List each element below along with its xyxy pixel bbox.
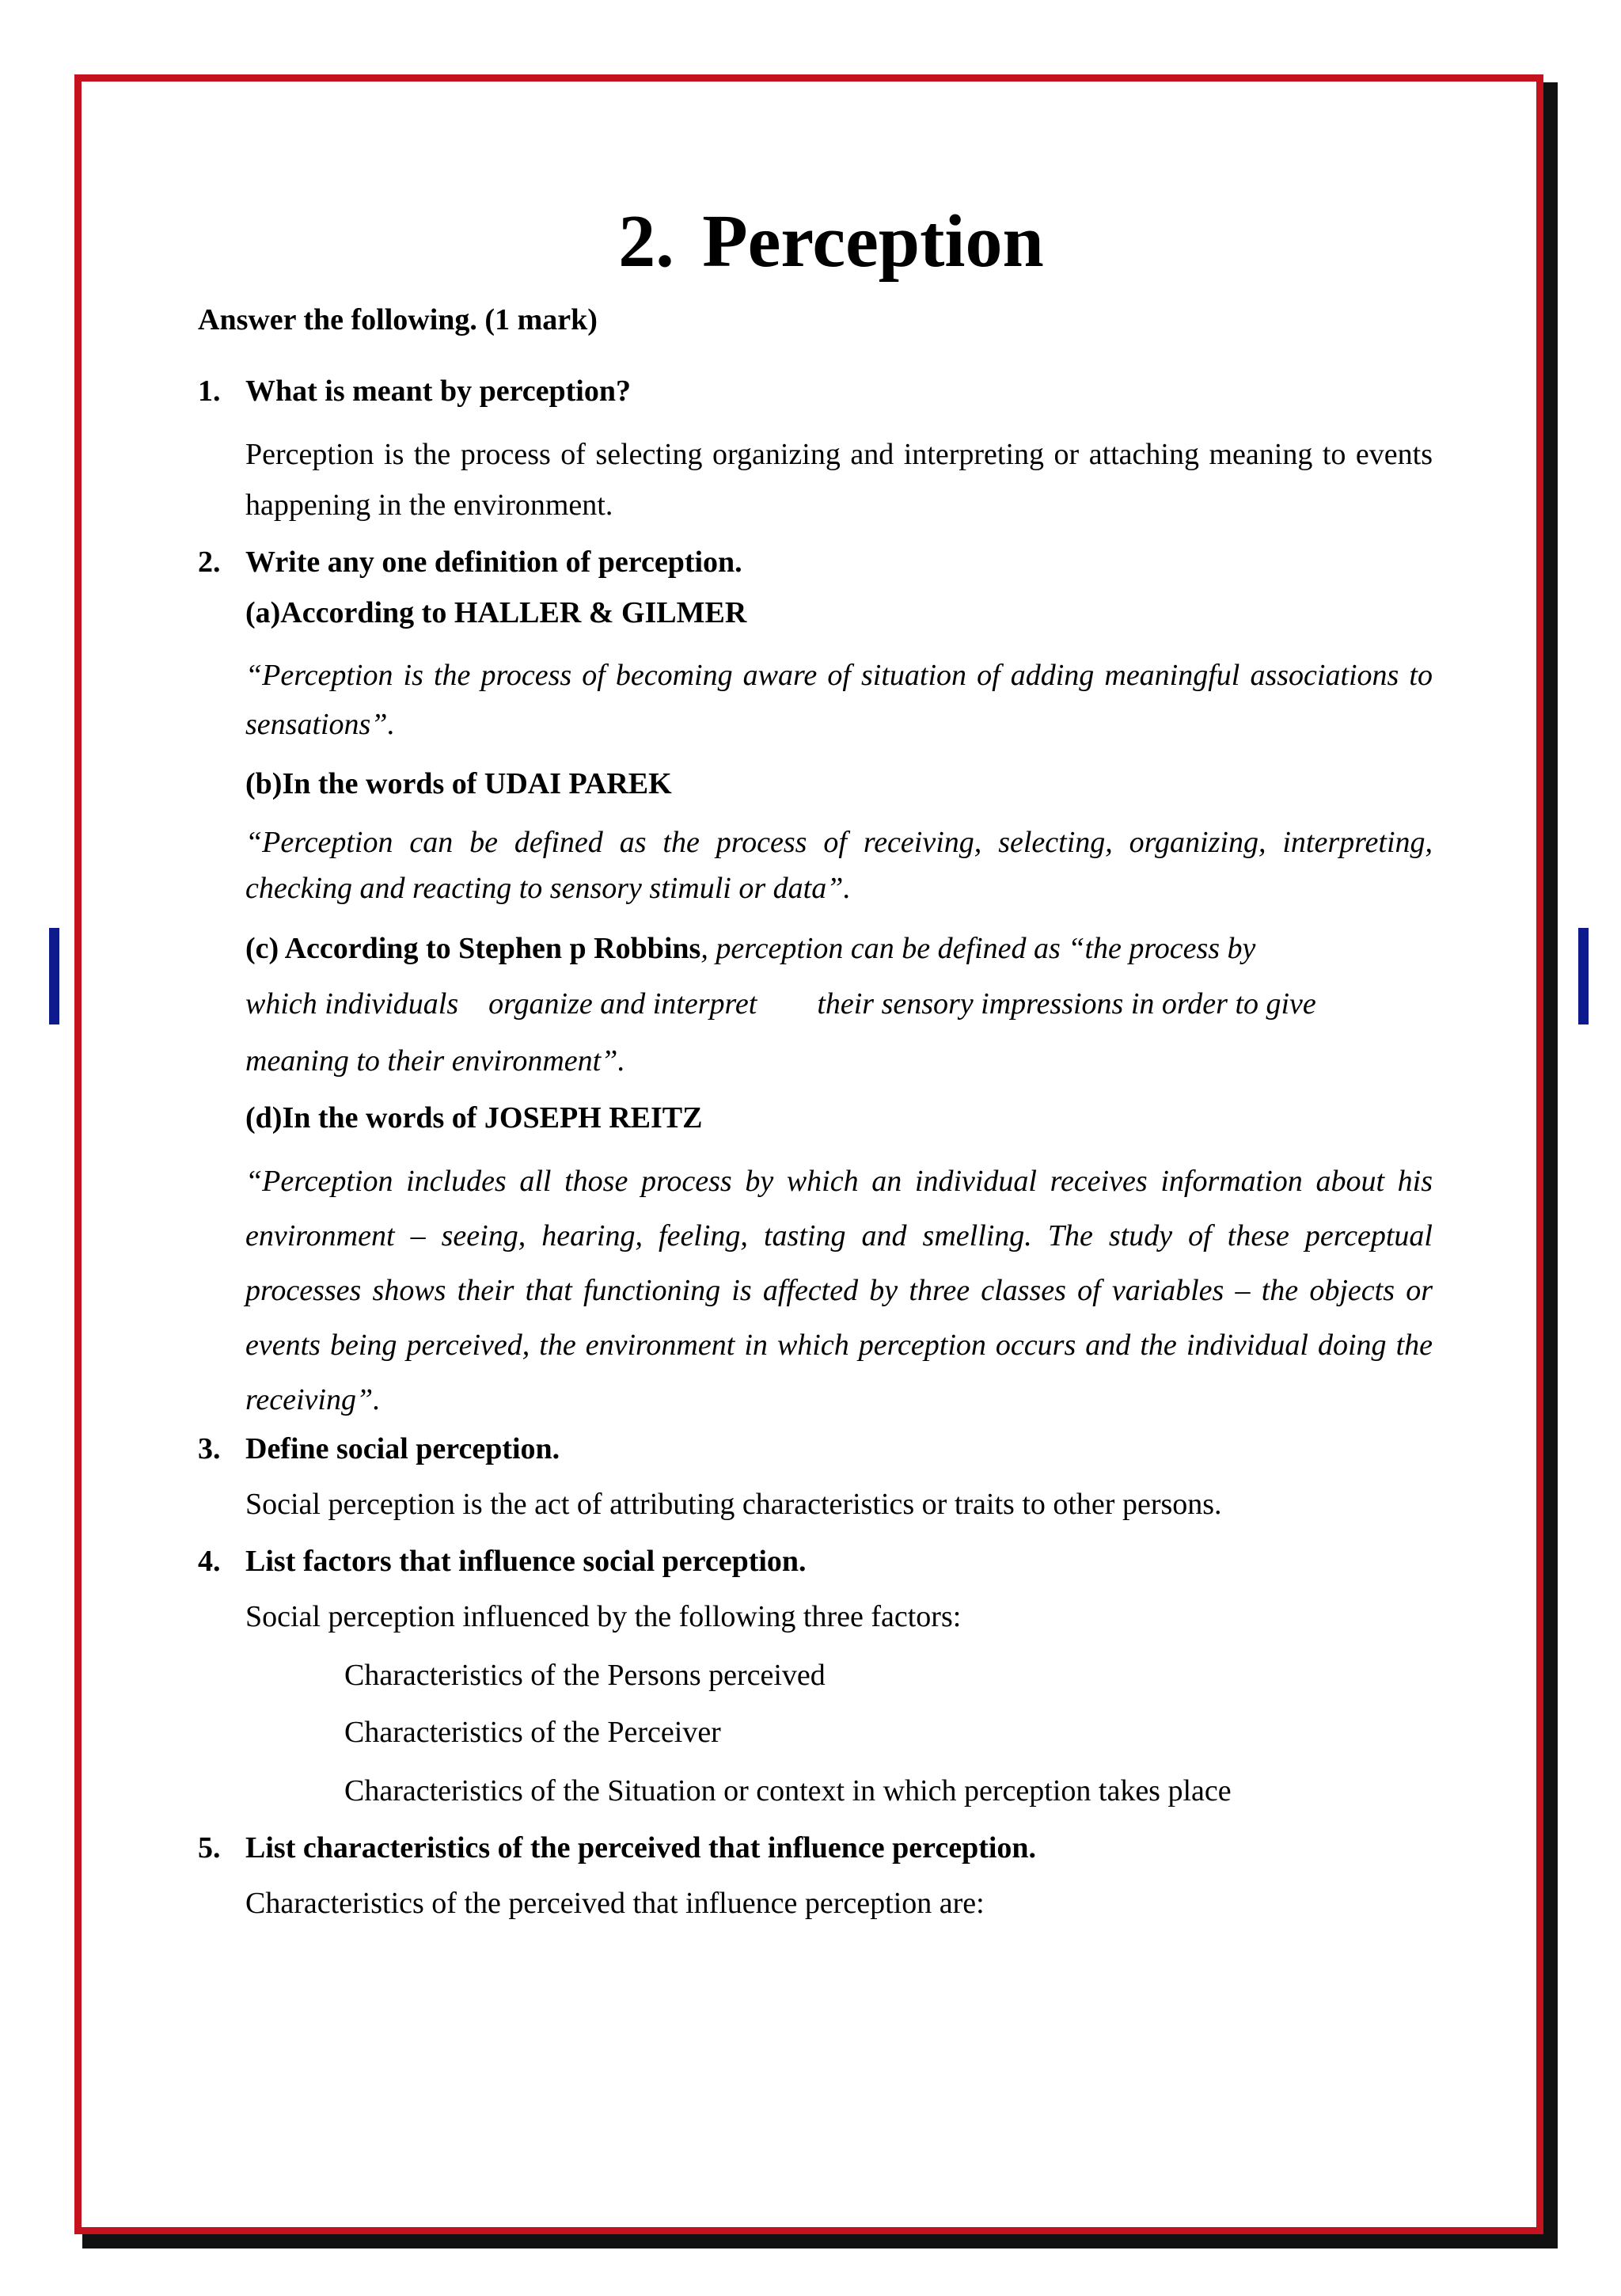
page-title: 2. Perception bbox=[618, 200, 1044, 283]
definition-quote-a: “Perception is the process of becoming aware of situation of adding meaningful associations to sensations”. bbox=[245, 659, 1433, 741]
definition-line-c bbox=[245, 929, 1255, 967]
question-heading: List factors that influence social perception. bbox=[245, 1545, 807, 1578]
definition-heading-b: (b)In the words of UDAI PAREK bbox=[245, 767, 672, 800]
definition-heading-a: (a)According to HALLER & GILMER bbox=[245, 596, 747, 629]
list-item: Characteristics of the Situation or context in which perception takes place bbox=[344, 1774, 1232, 1808]
answer-text: Social perception is the act of attributing characteristics or traits to other persons. bbox=[245, 1488, 1222, 1521]
right-margin-bar bbox=[1578, 928, 1589, 1024]
definition-quote-b: “Perception can be defined as the process of receiving, selecting, organizing, interpreting, checking and reacting to sensory stimuli or data”. bbox=[245, 826, 1433, 905]
definition-quote-d: “Perception includes all those process by which an individual receives information about his environment – seeing, hearing, feeling, tasting and smelling. The study of these perceptual processes shows their that functioning is affected by three classes of variables – the objects or events being perceived, the environment in which perception occurs and the individual doing the receiving”. bbox=[245, 1165, 1433, 1416]
definition-heading-d: (d)In the words of JOSEPH REITZ bbox=[245, 1101, 703, 1135]
left-margin-bar bbox=[49, 928, 59, 1024]
question-number: 3. bbox=[198, 1432, 221, 1465]
question-heading: Define social perception. bbox=[245, 1432, 560, 1465]
definition-quote-c-2: which individuals organize and interpret their sensory impressions in order to give bbox=[245, 987, 1316, 1021]
definition-quote-c-1: , perception can be defined as “the process by bbox=[700, 932, 1256, 965]
list-item: Characteristics of the Perceiver bbox=[344, 1716, 721, 1749]
definition-quote-c-3: meaning to their environment”. bbox=[245, 1044, 625, 1078]
list-item: Characteristics of the Persons perceived bbox=[344, 1659, 826, 1692]
question-number: 4. bbox=[198, 1545, 221, 1578]
answer-text: Social perception influenced by the following three factors: bbox=[245, 1600, 962, 1633]
answer-text: Perception is the process of selecting organizing and interpreting or attaching meaning to events happening in the environment. bbox=[245, 438, 1433, 522]
question-heading: List characteristics of the perceived that influence perception. bbox=[245, 1831, 1037, 1865]
definition-heading-c: (c) According to Stephen p Robbins bbox=[245, 932, 701, 965]
answer-text: Characteristics of the perceived that influence perception are: bbox=[245, 1887, 985, 1920]
question-heading: Write any one definition of perception. bbox=[245, 545, 742, 579]
instruction: Answer the following. (1 mark) bbox=[198, 303, 598, 336]
question-number: 5. bbox=[198, 1831, 221, 1865]
question-number: 1. bbox=[198, 374, 221, 408]
question-heading: What is meant by perception? bbox=[245, 374, 631, 408]
question-number: 2. bbox=[198, 545, 221, 579]
